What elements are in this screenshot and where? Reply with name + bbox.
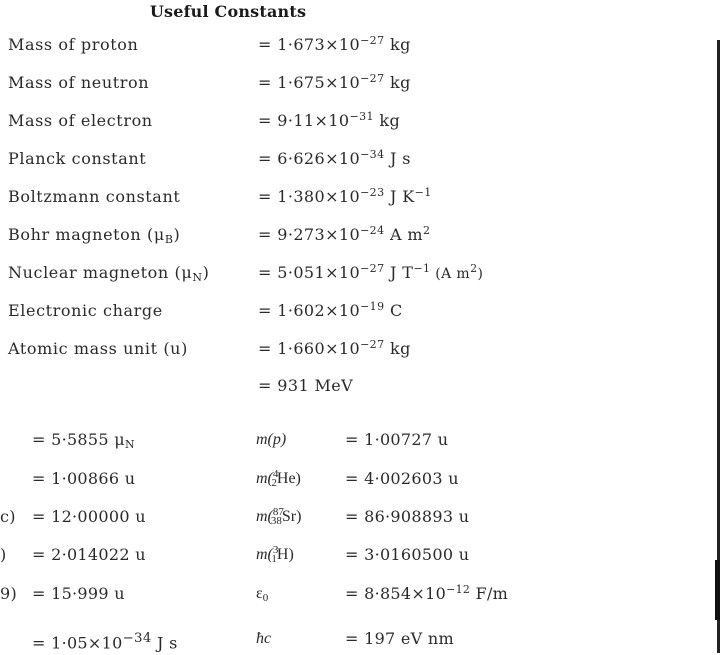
constant-value: = $1\cdot 673\times 10^{-27}$ kg bbox=[258, 34, 411, 54]
constant-row bbox=[0, 109, 720, 133]
lower-row bbox=[0, 428, 720, 452]
constant-row bbox=[0, 147, 720, 171]
left-value: = 15·999 u bbox=[32, 584, 125, 603]
constant-value: = $6\cdot 626\times 10^{-34}$ J s bbox=[258, 148, 411, 168]
right-label: m(p) bbox=[256, 431, 287, 448]
cropped-label: c) bbox=[0, 507, 16, 526]
constant-value: = $1\cdot 380\times 10^{-23}$ J $K^{-1}$ bbox=[258, 186, 432, 206]
lower-row bbox=[0, 543, 720, 567]
left-value: = $1\cdot 05\times 10^{-34}$ J s bbox=[32, 631, 178, 653]
constant-row bbox=[0, 261, 720, 285]
right-label: ħc bbox=[256, 630, 272, 647]
left-value: = 5·5855 $\mu_N$ bbox=[32, 430, 135, 451]
right-value: = 4·002603 u bbox=[345, 469, 459, 488]
constant-row bbox=[0, 299, 720, 323]
constant-name: Electronic charge bbox=[8, 301, 163, 320]
right-label: $\varepsilon_0$ bbox=[256, 585, 269, 604]
constant-name: Mass of proton bbox=[8, 35, 139, 54]
constant-name: Mass of electron bbox=[8, 111, 153, 130]
constant-row bbox=[0, 337, 720, 361]
constant-value: = $5\cdot 051\times 10^{-27}$ J $T^{-1}$ (A $m^2$) bbox=[258, 262, 484, 282]
constant-value: = $1\cdot 660\times 10^{-27}$ kg bbox=[258, 338, 411, 358]
right-label: m($^3_1$H) bbox=[256, 544, 294, 565]
lower-row bbox=[0, 467, 720, 491]
constant-value: = 931 MeV bbox=[258, 376, 354, 395]
constant-value: = $9\cdot 273\times 10^{-24}$ A $m^2$ bbox=[258, 224, 431, 244]
constant-name: Nuclear magneton $(\mu_N)$ bbox=[8, 263, 210, 284]
left-value: = 12·00000 u bbox=[32, 507, 146, 526]
constant-row bbox=[0, 185, 720, 209]
cropped-label: ) bbox=[0, 545, 7, 564]
constant-value: = $1\cdot 675\times 10^{-27}$ kg bbox=[258, 72, 411, 92]
lower-row bbox=[0, 627, 720, 651]
right-value: = 197 eV nm bbox=[345, 629, 455, 648]
constant-name: Planck constant bbox=[8, 149, 147, 168]
constant-row bbox=[0, 223, 720, 247]
left-value: = 1·00866 u bbox=[32, 469, 136, 488]
right-value: = 1·00727 u bbox=[345, 430, 449, 449]
lower-row bbox=[0, 505, 720, 529]
constant-name: Bohr magneton $(\mu_B)$ bbox=[8, 225, 181, 246]
constant-row bbox=[0, 374, 720, 398]
cropped-label: 9) bbox=[0, 584, 18, 603]
right-value: = 3·0160500 u bbox=[345, 545, 470, 564]
constant-row bbox=[0, 33, 720, 57]
constant-value: = $1\cdot 602\times 10^{-19}$ C bbox=[258, 300, 403, 320]
page-edge-shadow bbox=[715, 560, 720, 620]
lower-row bbox=[0, 582, 720, 606]
constant-name: Boltzmann constant bbox=[8, 187, 181, 206]
constant-row bbox=[0, 71, 720, 95]
right-label: m($^{87}_{38}$Sr) bbox=[256, 506, 302, 527]
right-label: m($^4_2$He) bbox=[256, 468, 301, 489]
constant-name: Mass of neutron bbox=[8, 73, 150, 92]
right-value: = $8\cdot 854\times 10^{-12}$ F/m bbox=[345, 583, 509, 603]
constant-value: = $9\cdot 11\times 10^{-31}$ kg bbox=[258, 110, 401, 130]
constant-name: Atomic mass unit (u) bbox=[8, 339, 188, 358]
right-value: = 86·908893 u bbox=[345, 507, 470, 526]
left-value: = 2·014022 u bbox=[32, 545, 146, 564]
page-title: Useful Constants bbox=[149, 2, 307, 21]
